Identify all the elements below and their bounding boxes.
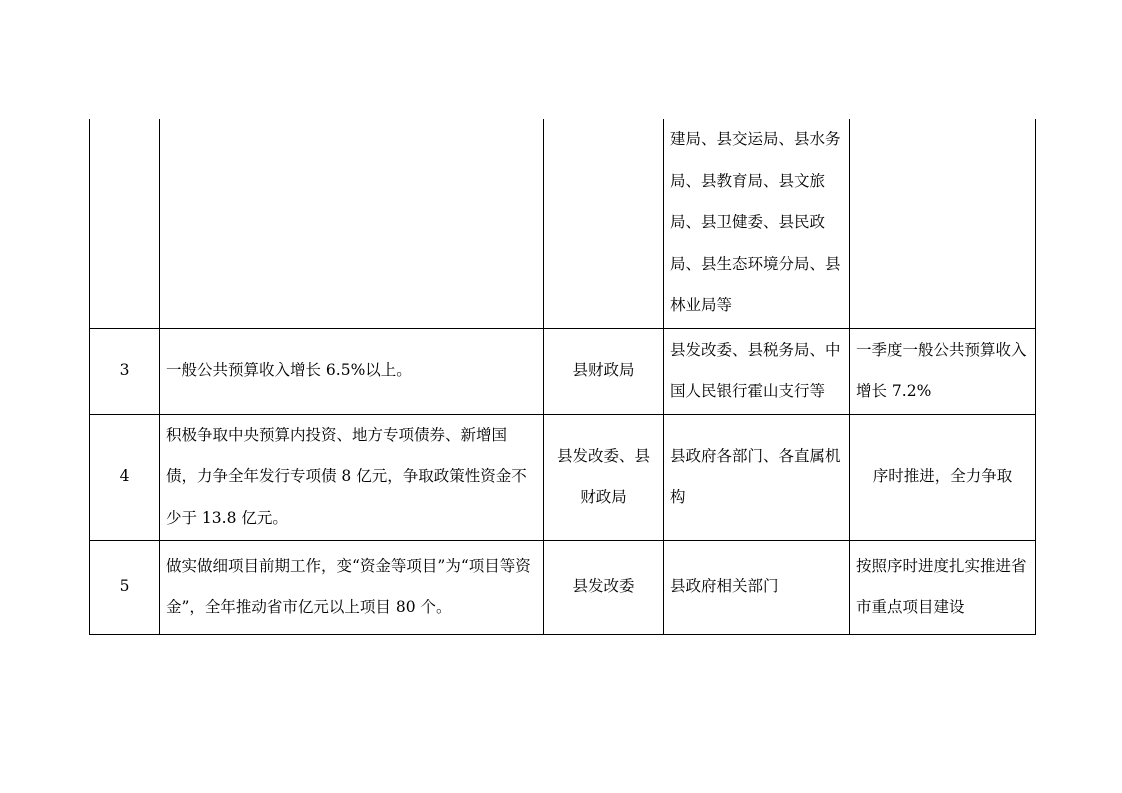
table-row [90, 414, 1036, 540]
task-cell: 一般公共预算收入增长 6.5%以上。 [160, 328, 544, 414]
task-cell [160, 119, 544, 328]
row-number-cell: 5 [90, 540, 160, 634]
lead-unit-cell: 县财政局 [544, 328, 664, 414]
cooperating-units-cell: 县发改委、县税务局、中国人民银行霍山支行等 [664, 328, 850, 414]
lead-unit-cell: 县发改委 [544, 540, 664, 634]
task-table [89, 119, 1036, 635]
table-row [90, 540, 1036, 634]
row-number-cell [90, 119, 160, 328]
progress-cell [850, 119, 1036, 328]
cooperating-units-cell: 县政府各部门、各直属机构 [664, 414, 850, 540]
row-number-cell: 4 [90, 414, 160, 540]
cooperating-units-cell [664, 119, 850, 328]
progress-cell: 一季度一般公共预算收入增长 7.2% [850, 328, 1036, 414]
task-cell: 积极争取中央预算内投资、地方专项债券、新增国债，力争全年发行专项债 8 亿元，争取政策性资金不少于 13.8 亿元。 [160, 414, 544, 540]
progress-cell: 按照序时进度扎实推进省市重点项目建设 [850, 540, 1036, 634]
table-row [90, 328, 1036, 414]
lead-unit-cell [544, 119, 664, 328]
row-number-cell: 3 [90, 328, 160, 414]
cooperating-units-text: 建局、县交运局、县水务局、县教育局、县文旅局、县卫健委、县民政局、县生态环境分局、县林业局等 [670, 130, 841, 314]
task-cell: 做实做细项目前期工作，变“资金等项目”为“项目等资金”，全年推动省市亿元以上项目 80 个。 [160, 540, 544, 634]
cooperating-units-cell: 县政府相关部门 [664, 540, 850, 634]
lead-unit-cell: 县发改委、县财政局 [544, 414, 664, 540]
table-row [90, 119, 1036, 328]
progress-cell: 序时推进，全力争取 [850, 414, 1036, 540]
